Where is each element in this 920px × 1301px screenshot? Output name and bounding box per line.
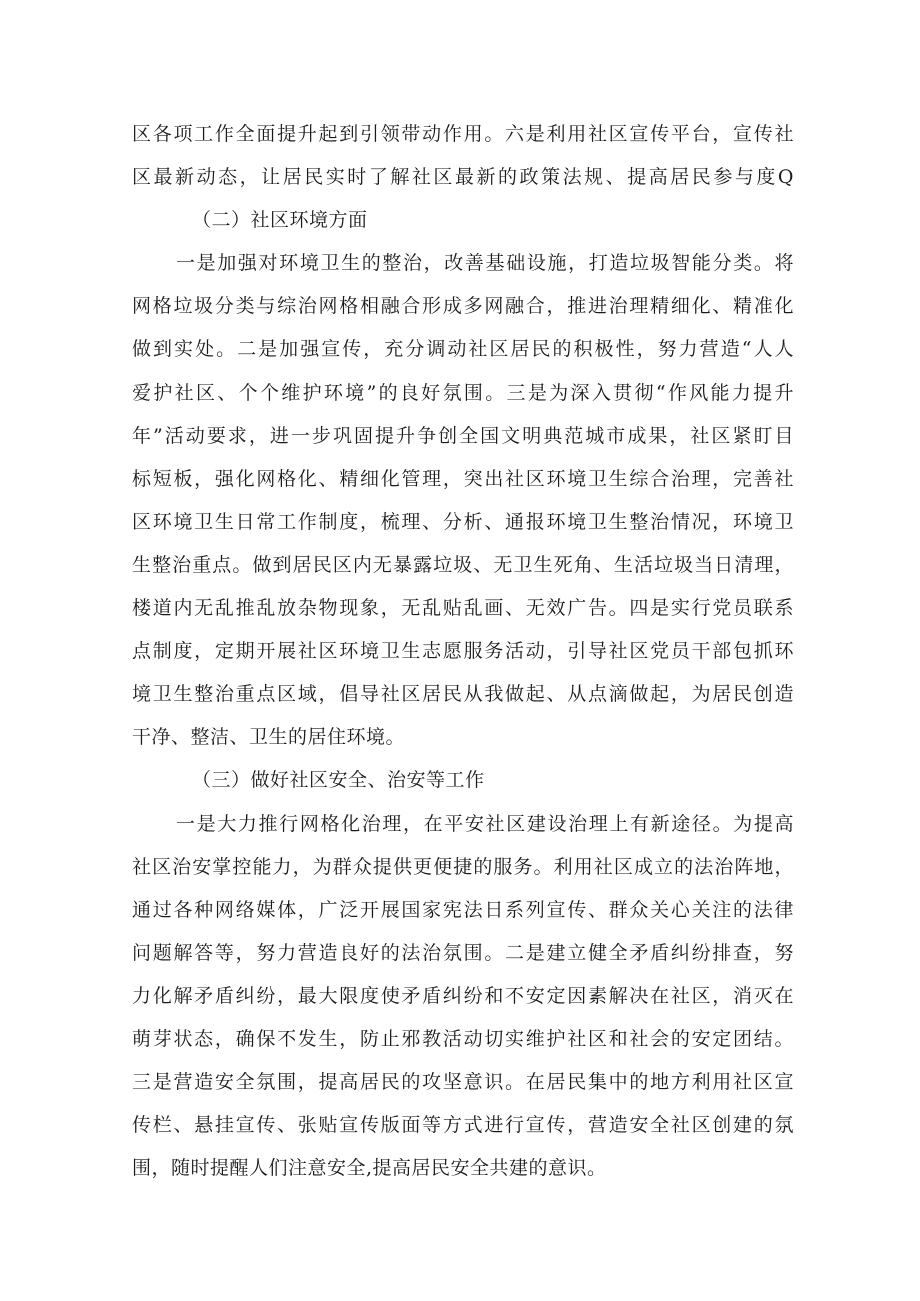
body-text-line: 通过各种网络媒体，广泛开展国家宪法日系列宣传、群众关心关注的法律	[132, 898, 794, 921]
body-text-line: 萌芽状态，确保不发生，防止邪教活动切实维护社区和社会的安定团结。	[132, 1027, 794, 1050]
body-text-line: 传栏、悬挂宣传、张贴宣传版面等方式进行宣传，营造安全社区创建的氛	[132, 1114, 794, 1137]
body-text-line: 生整治重点。做到居民区内无暴露垃圾、无卫生死角、生活垃圾当日清理，	[132, 553, 794, 576]
body-text-line: 力化解矛盾纠纷，最大限度使矛盾纠纷和不安定因素解决在社区，消灭在	[132, 984, 794, 1007]
body-text-line: 网格垃圾分类与综治网格相融合形成多网融合，推进治理精细化、精准化	[132, 295, 794, 318]
body-text-line: 区各项工作全面提升起到引领带动作用。六是利用社区宣传平台，宣传社	[132, 123, 794, 145]
body-text-line: 楼道内无乱推乱放杂物现象，无乱贴乱画、无效广告。四是实行党员联系	[132, 597, 794, 620]
body-text-line: 做到实处。二是加强宣传，充分调动社区居民的积极性，努力营造“人人	[132, 338, 794, 361]
body-text-line: 区最新动态，让居民实时了解社区最新的政策法规、提高居民参与度Q	[132, 166, 794, 189]
body-text-line: 一是加强对环境卫生的整治，改善基础设施，打造垃圾智能分类。将	[176, 252, 794, 275]
body-text-line: 点制度，定期开展社区环境卫生志愿服务活动，引导社区党员干部包抓环	[132, 640, 794, 663]
document-body	[132, 113, 794, 1190]
body-text-line: 标短板，强化网格化、精细化管理，突出社区环境卫生综合治理，完善社	[132, 467, 794, 490]
body-text-line: 围，随时提醒人们注意安全,提高居民安全共建的意识。	[132, 1157, 607, 1180]
body-text-line: 社区治安掌控能力，为群众提供更便捷的服务。利用社区成立的法治阵地，	[132, 855, 794, 878]
body-text-line: 一是大力推行网格化治理，在平安社区建设治理上有新途径。为提高	[176, 812, 794, 835]
body-text-line: 三是营造安全氛围，提高居民的攻坚意识。在居民集中的地方利用社区宣	[132, 1071, 794, 1094]
body-text-line: 境卫生整治重点区域，倡导社区居民从我做起、从点滴做起，为居民创造	[132, 683, 794, 706]
section-heading: （三）做好社区安全、治安等工作	[192, 769, 485, 792]
body-text-line: 区环境卫生日常工作制度，梳理、分析、通报环境卫生整治情况，环境卫	[132, 510, 794, 533]
body-text-line: 问题解答等，努力营造良好的法治氛围。二是建立健全矛盾纠纷排查，努	[132, 941, 794, 964]
body-text-line: 年”活动要求，进一步巩固提升争创全国文明典范城市成果，社区紧盯目	[132, 424, 794, 447]
body-text-line: 干净、整洁、卫生的居住环境。	[132, 726, 406, 749]
section-heading: （二）社区环境方面	[192, 209, 368, 232]
body-text-line: 爱护社区、个个维护环境”的良好氛围。三是为深入贯彻“作风能力提升	[132, 381, 794, 404]
